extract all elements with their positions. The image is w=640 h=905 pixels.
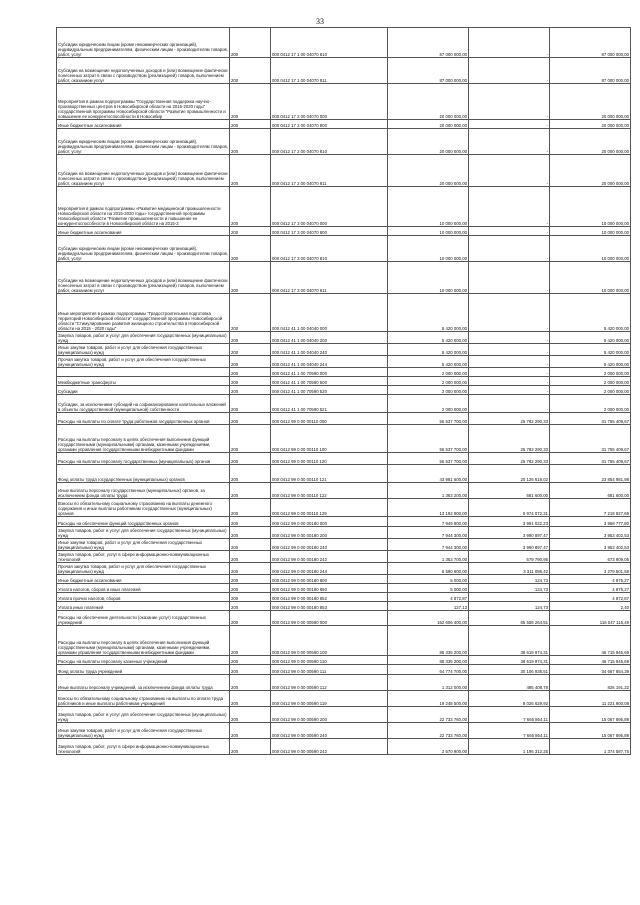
row-budget-classification: 000 0412 99 0 00 00590 200: [271, 707, 388, 723]
row-executed-amount: 25 782 290,33: [469, 453, 550, 465]
table-row: [57, 262, 631, 294]
budget-execution-table: [56, 27, 631, 755]
row-assigned-amount: 20 000 000,00: [388, 155, 469, 187]
row-executed-amount: -: [469, 332, 550, 344]
row-code: 200: [230, 386, 271, 395]
row-assigned-amount: 5 420 000,00: [388, 344, 469, 356]
row-unexecuted-amount: 31 755 409,67: [550, 425, 631, 453]
row-name: Фонд оплаты труда учреждений: [57, 665, 230, 675]
row-name: Уплата иных платежей: [57, 602, 230, 611]
row-name: Расходы на обеспечение деятельности (оказание услуг) государственных учреждений: [57, 611, 230, 626]
row-budget-classification: 000 0412 99 0 00 00180 000: [271, 517, 388, 527]
row-unexecuted-amount: 673 909,05: [550, 551, 631, 563]
row-code: 200: [230, 262, 271, 294]
table-row: [57, 563, 631, 575]
row-name: Субсидии на возмещение недополученных доходов и (или) возмещение фактически понесенных затрат в связи с производством (реализацией) товаров, выполнением работ, оказанием услуг: [57, 155, 230, 187]
table-row: [57, 551, 631, 563]
row-code: 200: [230, 584, 271, 593]
row-budget-classification: 000 0412 99 0 00 00180 853: [271, 602, 388, 611]
row-unexecuted-amount: 15 067 895,89: [550, 723, 631, 739]
row-name: Расходы на выплаты персоналу в целях обеспечения выполнения функций государственными (муниципальными) органами, казенными учреждениями, органами управления государственными внебюджетными фондами: [57, 425, 230, 453]
row-assigned-amount: 85 335 200,00: [388, 626, 469, 656]
row-budget-classification: 000 0412 99 0 00 00590 111: [271, 665, 388, 675]
row-assigned-amount: 5 000,00: [388, 584, 469, 593]
row-unexecuted-amount: 3 958 777,80: [550, 517, 631, 527]
row-executed-amount: 25 782 290,33: [469, 413, 550, 425]
row-budget-classification: 000 0412 17 3 00 04070 810: [271, 236, 388, 262]
row-code: 200: [230, 723, 271, 739]
row-name: Расходы на обеспечение функций государственных органов: [57, 517, 230, 527]
row-assigned-amount: 56 537 700,00: [388, 425, 469, 453]
row-code: 200: [230, 413, 271, 425]
table-row: [57, 28, 631, 58]
row-budget-classification: 000 0412 99 0 00 00110 129: [271, 499, 388, 517]
row-executed-amount: 3 990 897,47: [469, 539, 550, 551]
row-executed-amount: 7 665 864,11: [469, 707, 550, 723]
row-name: Субсидии, за исключением субсидий на софинансирование капитальных вложений в объекты государственной (муниципальной) собственности: [57, 395, 230, 413]
table-row: [57, 187, 631, 227]
row-name: Мероприятия в рамках подпрограммы «Развитие медицинской промышленности Новосибирской области на 2015-2020 годы» государственной программы Новосибирской области "Развитие промышленности и повышение ее конкурентоспособности в Новосибирской области на 2015-2: [57, 187, 230, 227]
row-unexecuted-amount: 2 000 000,00: [550, 368, 631, 377]
row-code: 200: [230, 656, 271, 665]
row-name: Мероприятия в рамках подпрограммы "Государственная поддержка научно-производственных центров в Новосибирской области на 2015-2020 годы" государственной программы Новосибирской области "Развитие промышленности и повышение ее конкурентоспособности в Новосибир: [57, 84, 230, 120]
table-row: [57, 332, 631, 344]
row-code: 200: [230, 539, 271, 551]
row-code: 200: [230, 593, 271, 602]
row-name: Иные бюджетные ассигнования: [57, 120, 230, 129]
row-budget-classification: 000 0412 99 0 00 00180 800: [271, 575, 388, 584]
row-name: Уплата налогов, сборов и иных платежей: [57, 584, 230, 593]
row-budget-classification: 000 0412 99 0 00 00180 240: [271, 539, 388, 551]
row-name: Фонд оплаты труда государственных (муниципальных) органов: [57, 465, 230, 483]
row-unexecuted-amount: 20 000 000,00: [550, 84, 631, 120]
table-row: [57, 294, 631, 332]
table-row: [57, 386, 631, 395]
row-assigned-amount: 2 000 000,00: [388, 368, 469, 377]
row-executed-amount: -: [469, 58, 550, 84]
row-assigned-amount: 5 420 000,00: [388, 294, 469, 332]
row-unexecuted-amount: 826 191,22: [550, 675, 631, 691]
table-row: [57, 377, 631, 386]
row-executed-amount: 30 106 935,51: [469, 665, 550, 675]
row-executed-amount: -: [469, 356, 550, 368]
row-unexecuted-amount: 5 420 000,00: [550, 356, 631, 368]
row-name: Субсидии юридическим лицам (кроме некоммерческих организаций), индивидуальным предпринимателям, физическим лицам - производителям товаров, работ, услуг: [57, 28, 230, 58]
table-row: [57, 665, 631, 675]
row-code: 200: [230, 665, 271, 675]
row-assigned-amount: 127,13: [388, 602, 469, 611]
row-budget-classification: 000 0412 99 0 00 00110 100: [271, 425, 388, 453]
row-budget-classification: 000 0412 41 1 00 70590 520: [271, 386, 388, 395]
row-executed-amount: 25 782 290,33: [469, 425, 550, 453]
row-name: Иные бюджетные ассигнования: [57, 575, 230, 584]
row-budget-classification: 000 0412 17 1 00 04070 811: [271, 58, 388, 84]
row-budget-classification: 000 0412 99 0 00 00590 112: [271, 675, 388, 691]
row-assigned-amount: 5 420 000,00: [388, 356, 469, 368]
row-name: Взносы по обязательному социальному страхованию на выплаты денежного содержания и иные выплаты работникам государственных (муниципальных) органов: [57, 499, 230, 517]
row-name: Межбюджетные трансферты: [57, 377, 230, 386]
row-executed-amount: 38 619 974,31: [469, 626, 550, 656]
table-row: [57, 527, 631, 539]
row-unexecuted-amount: 116 047 115,49: [550, 611, 631, 626]
row-code: 200: [230, 58, 271, 84]
row-name: Закупка товаров, работ и услуг для обеспечения государственных (муниципальных) нужд: [57, 332, 230, 344]
row-code: 200: [230, 575, 271, 584]
table-row: [57, 707, 631, 723]
row-executed-amount: -: [469, 262, 550, 294]
row-unexecuted-amount: 3 953 402,53: [550, 527, 631, 539]
row-name: Расходы на выплаты персоналу казенных учреждений: [57, 656, 230, 665]
row-code: 200: [230, 675, 271, 691]
row-code: 200: [230, 120, 271, 129]
row-budget-classification: 000 0412 99 0 00 00110 121: [271, 465, 388, 483]
row-name: Иные закупки товаров, работ и услуг для обеспечения государственных (муниципальных) нужд: [57, 344, 230, 356]
row-name: Расходы на выплаты персоналу государственных (муниципальных) органов: [57, 453, 230, 465]
table-row: [57, 675, 631, 691]
row-code: 200: [230, 236, 271, 262]
table-row: [57, 691, 631, 707]
row-executed-amount: -: [469, 28, 550, 58]
row-assigned-amount: 162 606 400,00: [388, 611, 469, 626]
row-assigned-amount: 85 335 200,00: [388, 656, 469, 665]
row-code: 200: [230, 483, 271, 499]
row-code: 200: [230, 84, 271, 120]
row-code: 200: [230, 453, 271, 465]
row-unexecuted-amount: 34 667 854,39: [550, 665, 631, 675]
row-unexecuted-amount: 11 221 900,08: [550, 691, 631, 707]
row-budget-classification: 000 0412 41 1 00 04040 000: [271, 294, 388, 332]
row-budget-classification: 000 0412 17 2 00 04070 800: [271, 120, 388, 129]
row-name: Закупка товаров, работ, услуг в сфере информационно-коммуникационных технологий: [57, 739, 230, 755]
table-row: [57, 465, 631, 483]
row-code: 200: [230, 356, 271, 368]
row-budget-classification: 000 0412 99 0 00 00180 242: [271, 551, 388, 563]
row-executed-amount: 20 126 618,02: [469, 465, 550, 483]
row-code: 200: [230, 739, 271, 755]
row-budget-classification: 000 0412 41 1 00 70590 521: [271, 395, 388, 413]
row-code: 200: [230, 129, 271, 155]
row-assigned-amount: 43 981 600,00: [388, 465, 469, 483]
row-executed-amount: 124,73: [469, 602, 550, 611]
row-budget-classification: 000 0412 17 3 00 04070 800: [271, 227, 388, 236]
row-unexecuted-amount: 5 420 000,00: [550, 332, 631, 344]
row-unexecuted-amount: 10 000 000,00: [550, 227, 631, 236]
row-assigned-amount: 6 590 600,00: [388, 563, 469, 575]
row-executed-amount: 65 558 264,51: [469, 611, 550, 626]
table-row: [57, 425, 631, 453]
row-unexecuted-amount: 2 000 000,00: [550, 395, 631, 413]
row-budget-classification: 000 0412 99 0 00 00180 200: [271, 527, 388, 539]
row-code: 200: [230, 626, 271, 656]
table-row: [57, 575, 631, 584]
row-code: 200: [230, 527, 271, 539]
row-assigned-amount: 10 000 000,00: [388, 236, 469, 262]
row-unexecuted-amount: 5 420 000,00: [550, 294, 631, 332]
row-assigned-amount: 2 000 000,00: [388, 377, 469, 386]
row-unexecuted-amount: 23 854 981,98: [550, 465, 631, 483]
table-row: [57, 584, 631, 593]
table-row: [57, 58, 631, 84]
table-row: [57, 395, 631, 413]
row-name: Иные выплаты персоналу государственных (муниципальных) органов, за исключением фонда оплаты труда: [57, 483, 230, 499]
row-unexecuted-amount: 10 000 000,00: [550, 262, 631, 294]
row-executed-amount: -: [469, 155, 550, 187]
row-assigned-amount: 87 000 000,00: [388, 58, 469, 84]
row-budget-classification: 000 0412 17 3 00 04070 811: [271, 262, 388, 294]
row-code: 200: [230, 691, 271, 707]
row-assigned-amount: 10 000 000,00: [388, 227, 469, 236]
row-code: 200: [230, 344, 271, 356]
row-assigned-amount: 1 312 000,00: [388, 675, 469, 691]
row-budget-classification: 000 0412 17 1 00 04070 810: [271, 28, 388, 58]
row-unexecuted-amount: 5 420 000,00: [550, 344, 631, 356]
row-budget-classification: 000 0412 17 3 00 04070 000: [271, 187, 388, 227]
row-executed-amount: 7 665 864,11: [469, 723, 550, 739]
row-budget-classification: 000 0412 99 0 00 00110 000: [271, 413, 388, 425]
row-budget-classification: 000 0412 17 2 00 04070 000: [271, 84, 388, 120]
row-code: 200: [230, 465, 271, 483]
row-unexecuted-amount: 2 000 000,00: [550, 386, 631, 395]
row-unexecuted-amount: 4 875,27: [550, 575, 631, 584]
row-assigned-amount: 5 420 000,00: [388, 332, 469, 344]
row-assigned-amount: 10 000 000,00: [388, 262, 469, 294]
row-executed-amount: -: [469, 344, 550, 356]
row-budget-classification: 000 0412 99 0 00 00590 100: [271, 626, 388, 656]
row-budget-classification: 000 0412 41 1 00 70590 500: [271, 377, 388, 386]
table-row: [57, 344, 631, 356]
row-unexecuted-amount: 20 000 000,00: [550, 155, 631, 187]
row-assigned-amount: 7 944 300,00: [388, 527, 469, 539]
table-row: [57, 453, 631, 465]
row-executed-amount: 1 196 312,25: [469, 739, 550, 755]
row-budget-classification: 000 0412 41 1 00 04040 240: [271, 344, 388, 356]
row-name: Субсидии на возмещение недополученных доходов и (или) возмещение фактически понесенных затрат в связи с производством (реализацией) товаров, выполнением работ, оказанием услуг: [57, 58, 230, 84]
table-row: [57, 413, 631, 425]
row-budget-classification: 000 0412 99 0 00 00590 110: [271, 656, 388, 665]
row-assigned-amount: 2 570 900,00: [388, 739, 469, 755]
row-assigned-amount: 87 000 000,00: [388, 28, 469, 58]
row-assigned-amount: 13 192 900,00: [388, 499, 469, 517]
row-executed-amount: 124,73: [469, 575, 550, 584]
row-unexecuted-amount: 87 000 000,00: [550, 58, 631, 84]
row-unexecuted-amount: 31 755 409,67: [550, 413, 631, 425]
row-name: Закупка товаров, работ и услуг для обеспечения государственных (муниципальных) нужд: [57, 707, 230, 723]
table-row: [57, 84, 631, 120]
row-unexecuted-amount: 4 872,87: [550, 593, 631, 602]
row-budget-classification: 000 0412 17 2 00 04070 810: [271, 129, 388, 155]
table-row: [57, 499, 631, 517]
row-name: Расходы на выплаты персоналу в целях обеспечения выполнения функций государственными (муниципальными) органами, казенными учреждениями, органами управления государственными внебюджетными фондами: [57, 626, 230, 656]
row-executed-amount: -: [469, 84, 550, 120]
row-name: Закупка товаров, работ и услуг для обеспечения государственных (муниципальных) нужд: [57, 527, 230, 539]
row-budget-classification: 000 0412 99 0 00 00590 242: [271, 739, 388, 755]
row-executed-amount: 485 408,78: [469, 675, 550, 691]
row-executed-amount: -: [469, 129, 550, 155]
row-executed-amount: -: [469, 227, 550, 236]
row-unexecuted-amount: 20 000 000,00: [550, 129, 631, 155]
table-row: [57, 602, 631, 611]
row-assigned-amount: 20 000 000,00: [388, 129, 469, 155]
table-row: [57, 356, 631, 368]
table-row: [57, 120, 631, 129]
page-number: 33: [316, 17, 324, 26]
row-code: 200: [230, 377, 271, 386]
row-unexecuted-amount: 681 600,00: [550, 483, 631, 499]
row-budget-classification: 000 0412 99 0 00 00590 000: [271, 611, 388, 626]
row-code: 200: [230, 707, 271, 723]
table-row: [57, 611, 631, 626]
row-code: 200: [230, 332, 271, 344]
row-budget-classification: 000 0412 99 0 00 00180 850: [271, 584, 388, 593]
table-row: [57, 368, 631, 377]
row-budget-classification: 000 0412 99 0 00 00180 852: [271, 593, 388, 602]
table-row: [57, 227, 631, 236]
row-name: Иные мероприятия в рамках подпрограммы "Градостроительная подготовка территорий Новосибирской области" государственной программы Новосибирской области "Стимулирование развития жилищного строительства в Новосибирской области на 2015 - 2020 годы": [57, 294, 230, 332]
row-unexecuted-amount: 3 279 501,58: [550, 563, 631, 575]
row-budget-classification: 000 0412 41 1 00 04040 244: [271, 356, 388, 368]
row-executed-amount: -: [469, 368, 550, 377]
row-code: 200: [230, 499, 271, 517]
row-executed-amount: -: [469, 593, 550, 602]
row-budget-classification: 000 0412 99 0 00 00590 240: [271, 723, 388, 739]
row-code: 200: [230, 611, 271, 626]
row-assigned-amount: 5 000,00: [388, 575, 469, 584]
row-code: 200: [230, 155, 271, 187]
row-code: 200: [230, 517, 271, 527]
row-code: 200: [230, 551, 271, 563]
row-unexecuted-amount: 20 000 000,00: [550, 120, 631, 129]
row-executed-amount: 38 619 974,31: [469, 656, 550, 665]
table-row: [57, 739, 631, 755]
row-unexecuted-amount: 10 000 000,00: [550, 236, 631, 262]
row-assigned-amount: 10 000 000,00: [388, 187, 469, 227]
row-name: Уплата прочих налогов, сборов: [57, 593, 230, 602]
row-name: Субсидии юридическим лицам (кроме некоммерческих организаций), индивидуальным предпринимателям, физическим лицам - производителям товаров, работ, услуг: [57, 129, 230, 155]
row-unexecuted-amount: 31 755 409,67: [550, 453, 631, 465]
row-code: 200: [230, 227, 271, 236]
row-executed-amount: 8 026 629,92: [469, 691, 550, 707]
row-code: 200: [230, 294, 271, 332]
row-unexecuted-amount: 46 715 945,69: [550, 656, 631, 665]
table-body: [57, 28, 631, 755]
row-unexecuted-amount: 4 875,27: [550, 584, 631, 593]
row-name: Прочая закупка товаров, работ и услуг для обеспечения государственных (муниципальных) нужд: [57, 356, 230, 368]
row-executed-amount: 679 790,95: [469, 551, 550, 563]
row-executed-amount: -: [469, 395, 550, 413]
row-unexecuted-amount: 2,40: [550, 602, 631, 611]
row-executed-amount: 124,73: [469, 584, 550, 593]
row-executed-amount: 3 991 022,23: [469, 517, 550, 527]
table-row: [57, 517, 631, 527]
row-code: 200: [230, 602, 271, 611]
row-name: Иные закупки товаров, работ и услуг для обеспечения государственных (муниципальных) нужд: [57, 723, 230, 739]
row-assigned-amount: 20 000 000,00: [388, 120, 469, 129]
row-name: Расходы на выплаты по оплате труда работников государственных органов: [57, 413, 230, 425]
row-assigned-amount: 1 353 700,00: [388, 551, 469, 563]
row-assigned-amount: 7 949 800,00: [388, 517, 469, 527]
row-name: Закупка товаров, работ, услуг в сфере информационно-коммуникационных технологий: [57, 551, 230, 563]
row-budget-classification: 000 0412 99 0 00 00590 119: [271, 691, 388, 707]
row-unexecuted-amount: 46 715 945,69: [550, 626, 631, 656]
row-assigned-amount: 19 248 500,00: [388, 691, 469, 707]
row-unexecuted-amount: 87 000 000,00: [550, 28, 631, 58]
row-assigned-amount: 2 000 000,00: [388, 386, 469, 395]
table-row: [57, 626, 631, 656]
row-budget-classification: 000 0412 99 0 00 00110 120: [271, 453, 388, 465]
row-assigned-amount: 2 000 000,00: [388, 395, 469, 413]
row-executed-amount: -: [469, 294, 550, 332]
row-code: 200: [230, 28, 271, 58]
table-row: [57, 236, 631, 262]
row-name: Субсидии на возмещение недополученных доходов и (или) возмещение фактически понесенных затрат в связи с производством (реализацией) товаров, выполнением работ, оказанием услуг: [57, 262, 230, 294]
row-name: Иные бюджетные ассигнования: [57, 227, 230, 236]
row-assigned-amount: 1 363 200,00: [388, 483, 469, 499]
row-executed-amount: 5 974 072,31: [469, 499, 550, 517]
table-row: [57, 656, 631, 665]
row-code: 200: [230, 395, 271, 413]
row-executed-amount: -: [469, 120, 550, 129]
row-unexecuted-amount: 1 374 587,75: [550, 739, 631, 755]
row-budget-classification: 000 0412 41 1 00 04040 200: [271, 332, 388, 344]
row-name: Взносы по обязательному социальному страхованию на выплаты по оплате труда работников и иные выплаты работникам учреждений: [57, 691, 230, 707]
row-executed-amount: 3 990 897,47: [469, 527, 550, 539]
row-name: [57, 368, 230, 377]
table-row: [57, 483, 631, 499]
row-assigned-amount: 56 537 700,00: [388, 453, 469, 465]
row-executed-amount: -: [469, 236, 550, 262]
row-assigned-amount: 20 000 000,00: [388, 84, 469, 120]
row-code: 200: [230, 563, 271, 575]
row-budget-classification: 000 0412 41 1 00 70590 000: [271, 368, 388, 377]
row-name: Иные закупки товаров, работ и услуг для обеспечения государственных (муниципальных) нужд: [57, 539, 230, 551]
row-assigned-amount: 7 944 300,00: [388, 539, 469, 551]
row-budget-classification: 000 0412 99 0 00 00110 122: [271, 483, 388, 499]
table-row: [57, 593, 631, 602]
row-assigned-amount: 22 733 760,00: [388, 707, 469, 723]
row-name: Иные выплаты персоналу учреждений, за исключением фонда оплаты труда: [57, 675, 230, 691]
row-code: 200: [230, 368, 271, 377]
row-name: Субсидии: [57, 386, 230, 395]
row-name: Субсидии юридическим лицам (кроме некоммерческих организаций), индивидуальным предпринимателям, физическим лицам - производителям товаров, работ, услуг: [57, 236, 230, 262]
row-assigned-amount: 56 537 700,00: [388, 413, 469, 425]
row-unexecuted-amount: 2 000 000,00: [550, 377, 631, 386]
row-code: 200: [230, 187, 271, 227]
row-assigned-amount: 64 774 700,00: [388, 665, 469, 675]
table-row: [57, 129, 631, 155]
row-budget-classification: 000 0412 17 2 00 04070 811: [271, 155, 388, 187]
row-executed-amount: 681 600,00: [469, 483, 550, 499]
table-row: [57, 723, 631, 739]
row-unexecuted-amount: 7 218 827,69: [550, 499, 631, 517]
row-unexecuted-amount: 3 953 402,53: [550, 539, 631, 551]
row-executed-amount: -: [469, 187, 550, 227]
row-executed-amount: -: [469, 377, 550, 386]
table-row: [57, 539, 631, 551]
row-assigned-amount: 4 872,87: [388, 593, 469, 602]
row-unexecuted-amount: 15 067 895,89: [550, 707, 631, 723]
row-code: 200: [230, 425, 271, 453]
row-assigned-amount: 22 733 760,00: [388, 723, 469, 739]
row-unexecuted-amount: 10 000 000,00: [550, 187, 631, 227]
table-row: [57, 155, 631, 187]
row-executed-amount: 3 311 086,42: [469, 563, 550, 575]
row-budget-classification: 000 0412 99 0 00 00180 244: [271, 563, 388, 575]
row-executed-amount: -: [469, 386, 550, 395]
row-name: Прочая закупка товаров, работ и услуг для обеспечения государственных (муниципальных) нужд: [57, 563, 230, 575]
